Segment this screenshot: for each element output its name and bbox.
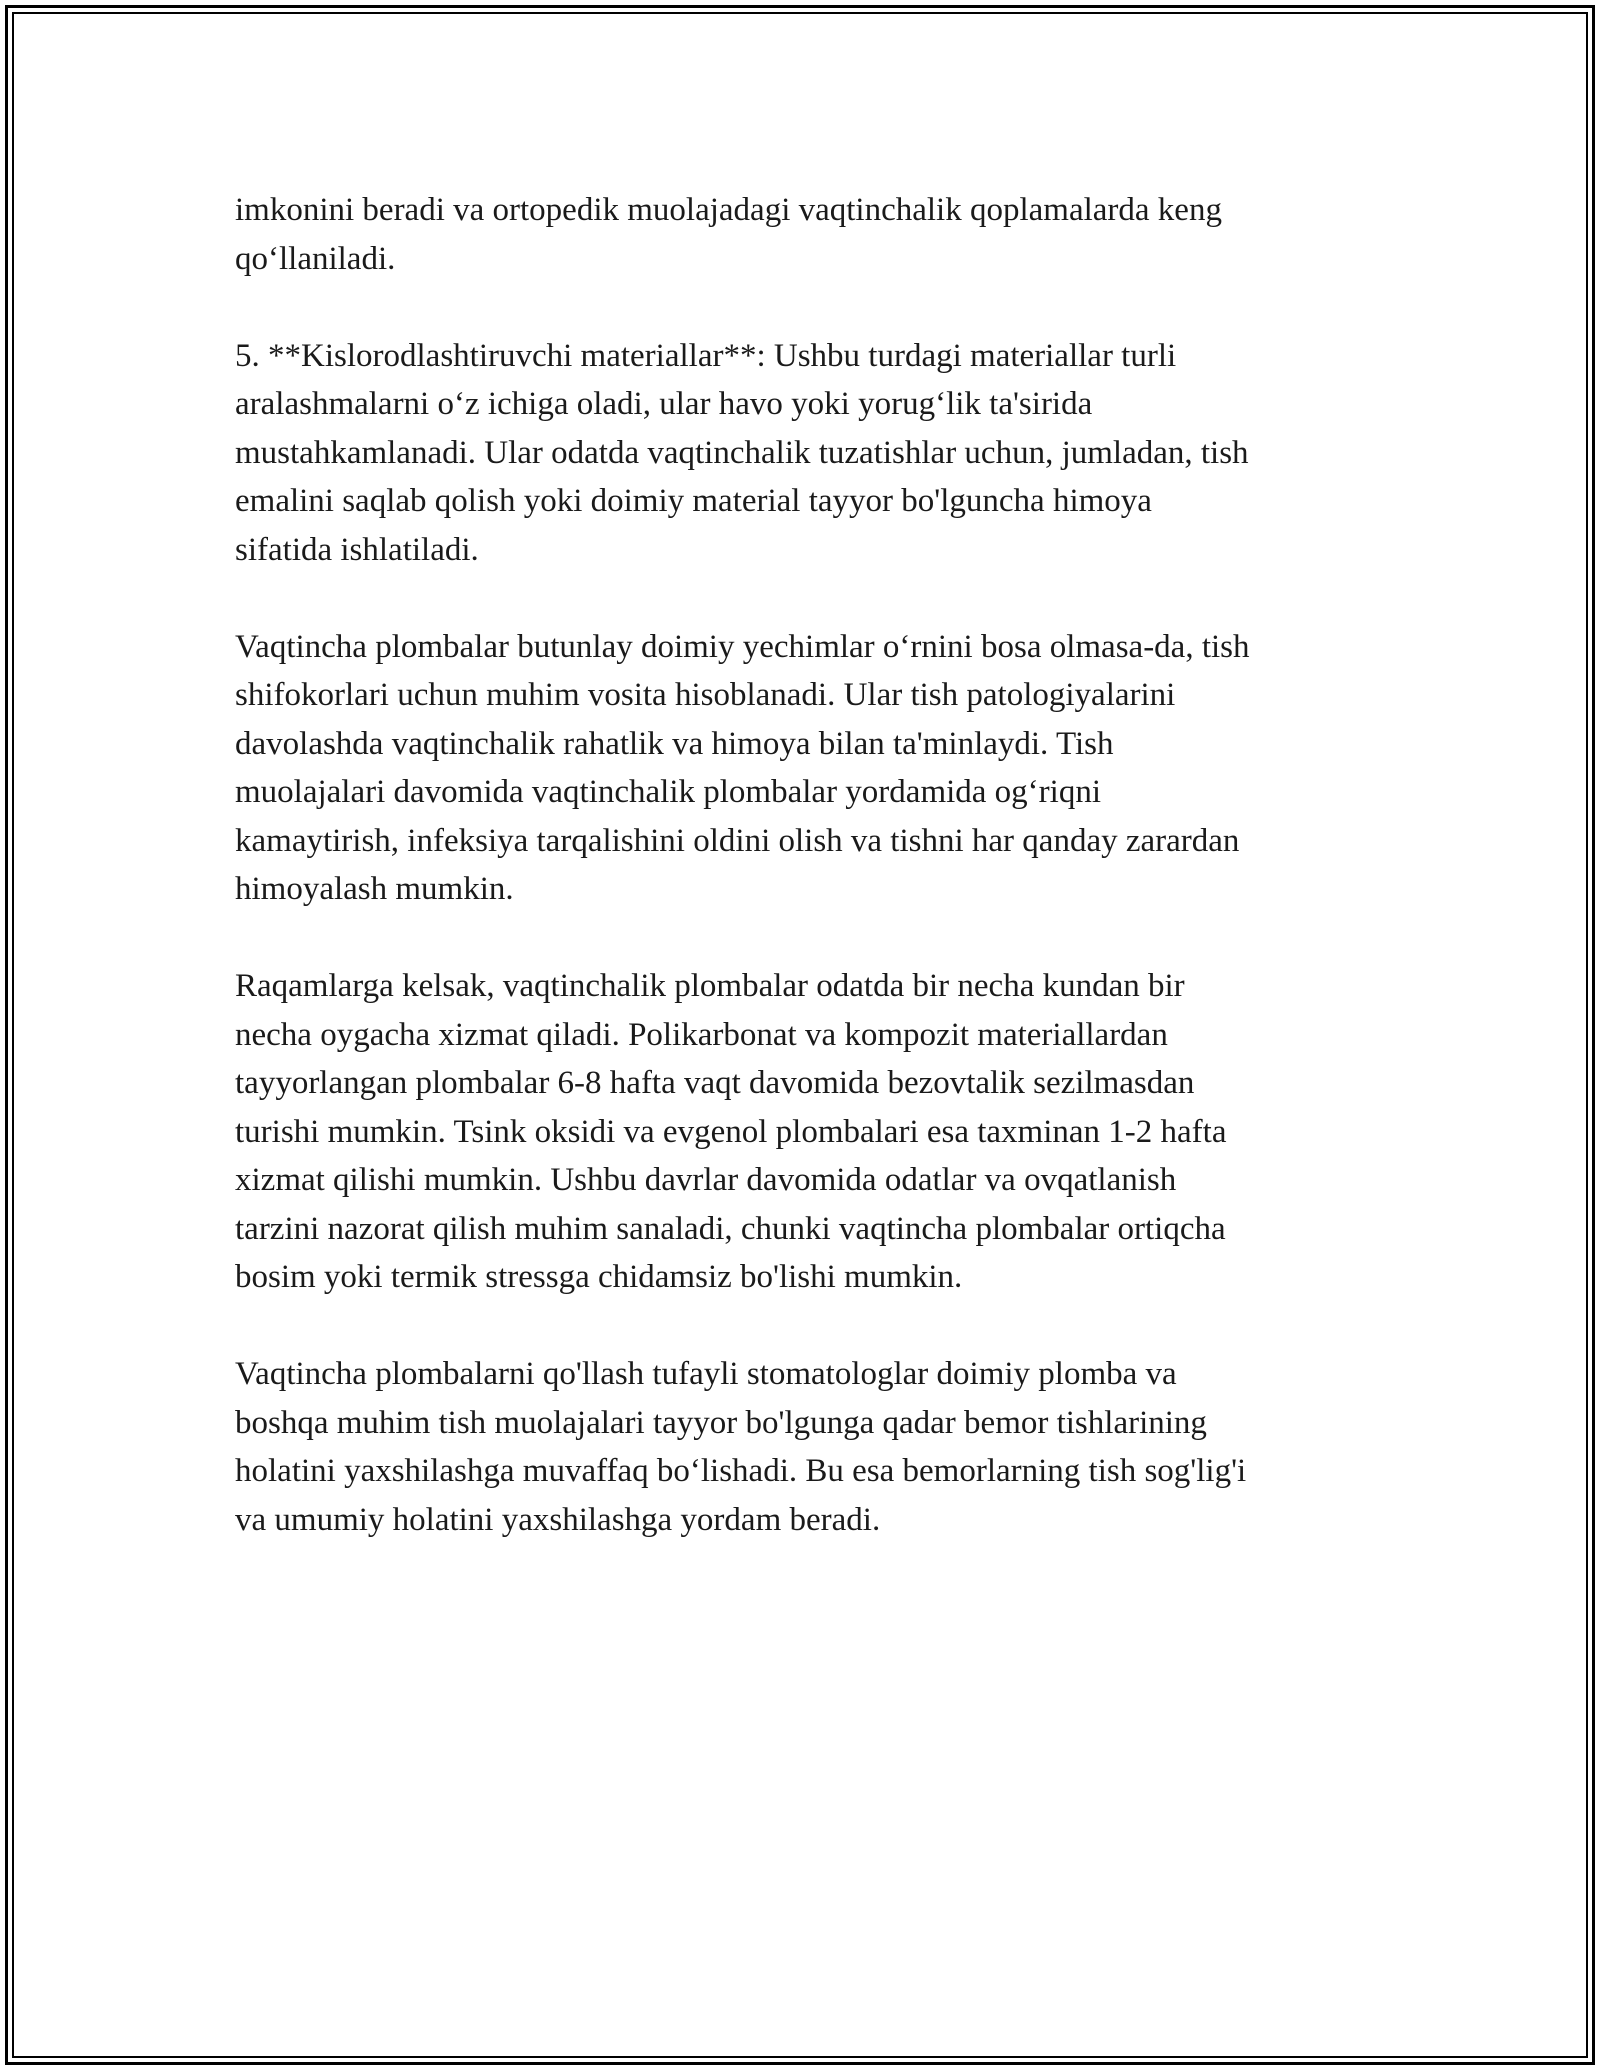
paragraph-duration-figures: Raqamlarga kelsak, vaqtinchalik plombalar odatda bir necha kundan bir necha oygacha xizmat qiladi. Polikarbonat va kompozit materiallardan tayyorlangan plombalar 6-8 hafta vaqt davomida bezovtalik sezilmasdan turishi mumkin. Tsink oksidi va evgenol plombalari esa taxminan 1-2 hafta xizmat qilishi mumkin. Ushbu davrlar davomida odatlar va ovqatlanish tarzini nazorat qilish muhim sanaladi, chunki vaqtincha plombalar ortiqcha bosim yoki termik stressga chidamsiz bo'lishi mumkin. bbox=[235, 968, 1227, 1295]
document-body bbox=[235, 186, 1375, 1593]
paragraph-temporary-fillings-role: Vaqtincha plombalar butunlay doimiy yechimlar o‘rnini bosa olmasa-da, tish shifokorlari uchun muhim vosita hisoblanadi. Ular tish patologiyalarini davolashda vaqtinchalik rahatlik va himoya bilan ta'minlaydi. Tish muolajalari davomida vaqtinchalik plombalar yordamida og‘riqni kamaytirish, infeksiya tarqalishini oldini olish va tishni har qanday zarardan himoyalash mumkin. bbox=[235, 628, 1250, 907]
paragraph-conclusion: Vaqtincha plombalarni qo'llash tufayli stomatologlar doimiy plomba va boshqa muhim tish muolajalari tayyor bo'lgunga qadar bemor tishlarining holatini yaxshilashga muvaffaq bo‘lishadi. Bu esa bemorlarning tish sog'lig'i va umumiy holatini yaxshilashga yordam beradi. bbox=[235, 1356, 1247, 1538]
paragraph-oxidizing-materials: 5. **Kislorodlashtiruvchi materiallar**: Ushbu turdagi materiallar turli aralashmalarni o‘z ichiga oladi, ular havo yoki yorug‘lik ta'sirida mustahkamlanadi. Ular odatda vaqtinchalik tuzatishlar uchun, jumladan, tish emalini saqlab qolish yoki doimiy material tayyor bo'lguncha himoya sifatida ishlatiladi. bbox=[235, 337, 1249, 568]
paragraph-continuation: imkonini beradi va ortopedik muolajadagi vaqtinchalik qoplamalarda keng qo‘llaniladi. bbox=[235, 192, 1222, 277]
